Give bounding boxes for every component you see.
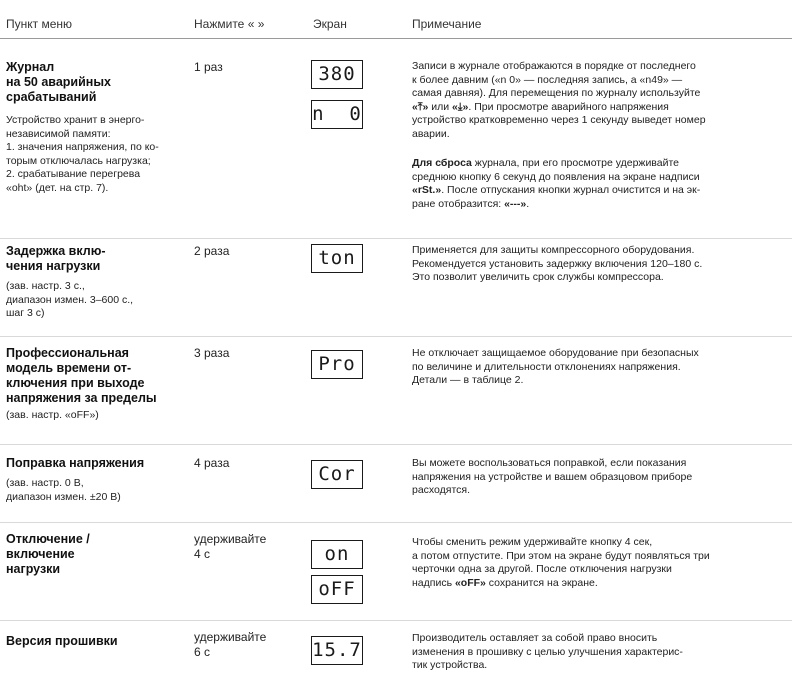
row-press: 2 раза <box>194 244 230 258</box>
row-press: 4 раза <box>194 456 230 470</box>
header-press: Нажмите « » <box>194 17 265 31</box>
table-row <box>0 336 792 445</box>
lcd-screen: on <box>311 540 363 569</box>
row-title: Поправка напряжения <box>6 456 145 470</box>
lcd-screen: n 0 <box>311 100 363 129</box>
row-title: Версия прошивки <box>6 634 118 648</box>
lcd-screen: ton <box>311 244 363 273</box>
table-row <box>0 238 792 337</box>
row-title: Профессиональная модель времени от- ключения при выходе напряжения за пределы <box>6 346 157 405</box>
row-note-reset: Для сброса журнала, при его просмотре удерживайте среднюю кнопку 6 секунд до появления на экране надписи «rSt.». После отпускания кнопки журнал очистится и на эк- ране отобразится: «---». <box>412 157 701 210</box>
lcd-screen: Pro <box>311 350 363 379</box>
lcd-screen: 380 <box>311 60 363 89</box>
table-row <box>0 444 792 523</box>
table-row <box>0 38 792 239</box>
table-row <box>0 620 792 691</box>
row-note: Производитель оставляет за собой право вносить изменения в прошивку с целью улучшения характерис- тик устройства. <box>412 632 683 671</box>
row-title: Журнал на 50 аварийных срабатываний <box>6 60 111 104</box>
row-press: удерживайте 6 с <box>194 630 267 659</box>
table-row <box>0 522 792 621</box>
row-title: Задержка вклю- чения нагрузки <box>6 244 106 273</box>
row-note: Не отключает защищаемое оборудование при безопасных по величине и длительности отклонениях напряжения. Детали — в таблице 2. <box>412 347 699 386</box>
lcd-screen: 15.7 <box>311 636 363 665</box>
header-screen: Экран <box>313 17 347 31</box>
row-title: Отключение / включение нагрузки <box>6 532 90 576</box>
row-press: 3 раза <box>194 346 230 360</box>
row-settings: (зав. настр. 0 В, диапазон измен. ±20 В) <box>6 477 121 503</box>
row-press: 1 раз <box>194 60 223 74</box>
row-press: удерживайте 4 с <box>194 532 267 561</box>
header-note: Примечание <box>412 17 482 31</box>
table-header <box>0 0 792 39</box>
lcd-screen: oFF <box>311 575 363 604</box>
row-note: Чтобы сменить режим удерживайте кнопку 4 сек, а потом отпустите. При этом на экране будут появляться три черточки одна за другой. После отключения нагрузки надпись «oFF» сохранится на экране. <box>412 536 710 589</box>
row-note-journal: Записи в журнале отображаются в порядке от последнего к более давним («n 0» — последняя запись, а «n49» — самая давняя). Для перемещения по журналу используйте «⤒» или «⤓». При просмотре аварийного напряжения устройство кратковременно через 1 секунду выведет номер аварии. <box>412 60 706 140</box>
row-settings: Устройство хранит в энерго- независимой памяти: 1. значения напряжения, по ко- торым отключалась нагрузка; 2. срабатывание перегрева «oht» (дет. на стр. 7). <box>6 114 159 194</box>
row-settings: (зав. настр. 3 с., диапазон измен. 3–600 с., шаг 3 с) <box>6 280 134 319</box>
lcd-screen: Cor <box>311 460 363 489</box>
row-note: Применяется для защиты компрессорного оборудования. Рекомендуется установить задержку включения 120–180 с. Это позволит увеличить срок службы компрессора. <box>412 244 703 283</box>
header-menu-item: Пункт меню <box>6 17 73 31</box>
row-settings: (зав. настр. «oFF») <box>6 409 99 421</box>
row-note: Вы можете воспользоваться поправкой, если показания напряжения на устройстве и вашем образцовом приборе расходятся. <box>412 457 693 496</box>
